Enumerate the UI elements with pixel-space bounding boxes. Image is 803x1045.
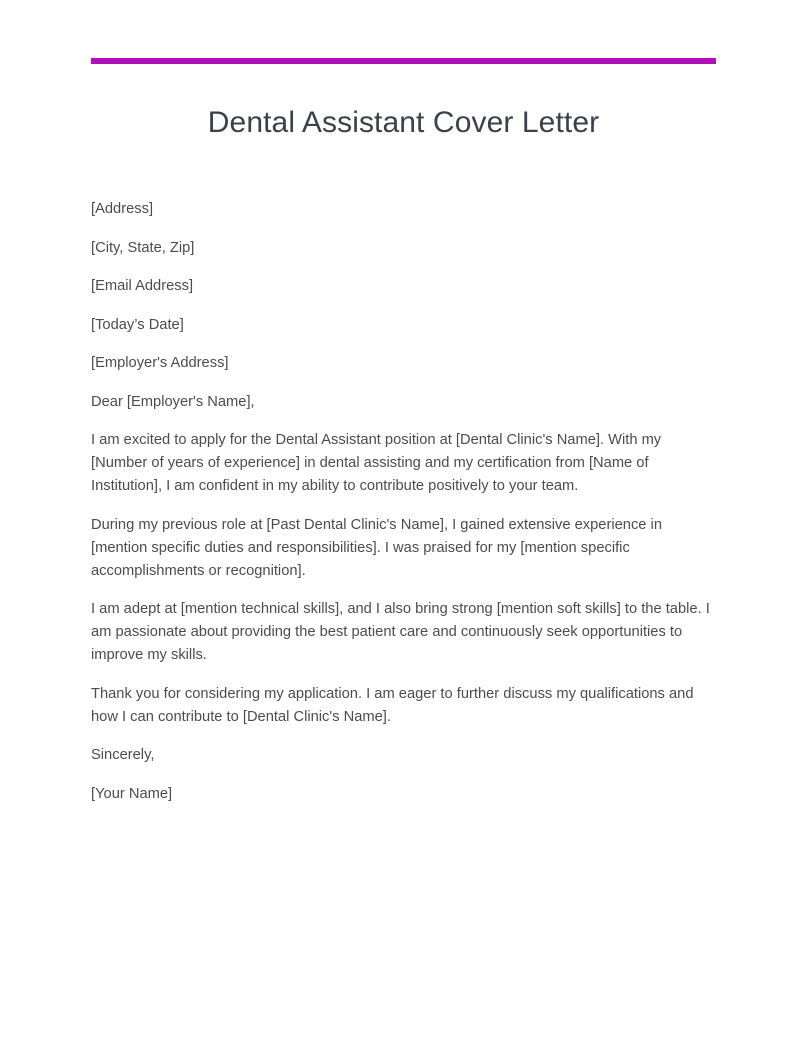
- body-paragraph-1: I am excited to apply for the Dental Assistant position at [Dental Clinic's Name]. With my [Number of years of experience] in dental assisting and my certification from [Name of Institution], I am confident in my ability to contribute positively to your team.: [91, 432, 662, 494]
- page-title: Dental Assistant Cover Letter: [207, 106, 600, 139]
- document-content-column: [91, 0, 716, 806]
- closing-salutation: Sincerely,: [91, 747, 155, 763]
- letter-body: [91, 141, 716, 806]
- body-paragraph-2: During my previous role at [Past Dental Clinic's Name], I gained extensive experience in [mention specific duties and responsibilities]. I was praised for my [mention specific accomplishments or recognition].: [91, 516, 662, 579]
- body-paragraph-3: I am adept at [mention technical skills], and I also bring strong [mention soft skills] to the table. I am passionate about providing the best patient care and continuously seek opportunities to improve my skills.: [91, 601, 710, 663]
- date-line: [Today’s Date]: [91, 316, 184, 333]
- sender-address-line: [Address]: [91, 201, 154, 217]
- salutation: Dear [Employer's Name],: [91, 393, 255, 410]
- body-paragraph-4: Thank you for considering my application. I am eager to further discuss my qualifications and how I can contribute to [Dental Clinic's Name].: [91, 685, 694, 725]
- signature-name: [Your Name]: [91, 785, 173, 802]
- sender-email-line: [Email Address]: [91, 278, 194, 294]
- sender-city-state-zip-line: [City, State, Zip]: [91, 239, 195, 256]
- employer-address-line: [Employer's Address]: [91, 355, 229, 371]
